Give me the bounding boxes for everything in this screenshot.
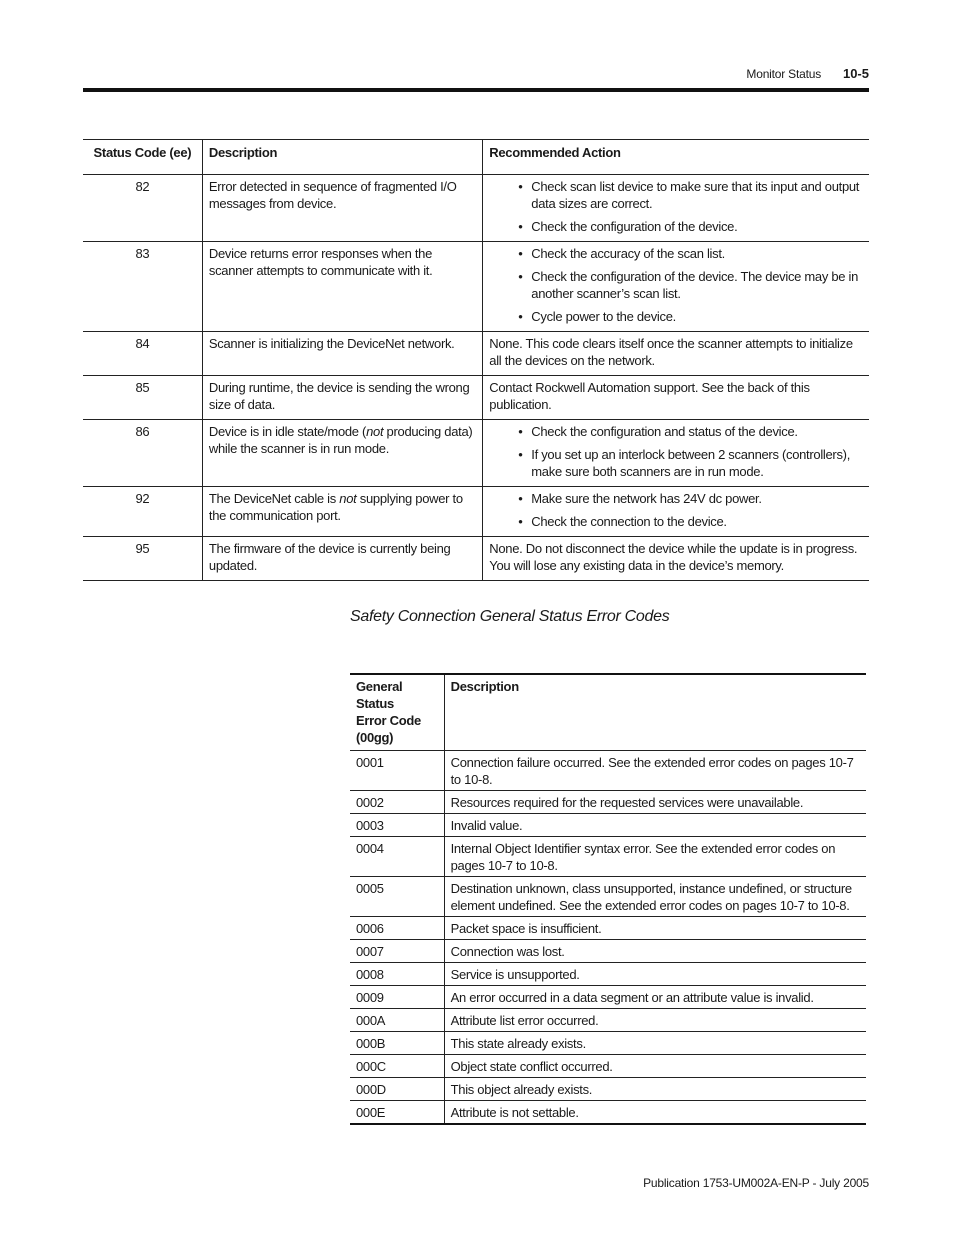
description-emphasis: not — [339, 491, 357, 506]
general-status-table — [350, 673, 866, 1125]
table-row — [350, 814, 866, 837]
status-code-cell: 84 — [83, 332, 202, 376]
description-cell: During runtime, the device is sending the wrong size of data. — [202, 376, 482, 420]
page-header — [83, 63, 869, 85]
header-recommended-action: Recommended Action — [489, 145, 621, 160]
status-code-cell: 92 — [83, 487, 202, 537]
page-number: 10-5 — [842, 66, 869, 81]
recommended-action-cell — [483, 175, 869, 242]
description-cell: This state already exists. — [450, 1036, 586, 1051]
action-item: • Check the configuration of the device. — [531, 218, 863, 235]
description-cell: Scanner is initializing the DeviceNet network. — [202, 332, 482, 376]
description-cell: Service is unsupported. — [450, 967, 580, 982]
description-cell: The firmware of the device is currently being updated. — [202, 537, 482, 581]
header-description: Description — [202, 140, 482, 175]
header-rule — [83, 88, 869, 92]
description-emphasis: not — [366, 424, 384, 439]
status-code-cell: 82 — [83, 175, 202, 242]
action-item: • Check scan list device to make sure that its input and output data sizes are correct. — [531, 178, 863, 212]
header-general-status-code — [350, 674, 444, 751]
table-row — [83, 175, 869, 242]
table-row — [83, 242, 869, 332]
table-row — [350, 917, 866, 940]
table-caption: Safety Connection General Status Error Codes — [350, 608, 670, 625]
header-status-code: Status Code (ee) — [83, 140, 202, 175]
header-code-line: (00gg) — [356, 730, 394, 745]
status-code-table-body — [83, 175, 869, 581]
status-code-cell: 83 — [83, 242, 202, 332]
action-item: • Cycle power to the device. — [531, 308, 863, 325]
table-row — [350, 1032, 866, 1055]
table-row — [350, 837, 866, 877]
recommended-action-cell: Contact Rockwell Automation support. See the back of this publication. — [489, 380, 810, 412]
action-list — [489, 245, 863, 325]
error-code-cell: 0008 — [350, 963, 444, 986]
description-cell: Destination unknown, class unsupported, instance undefined, or structure element undefined. See the extended error codes on pages 10-7 to 10-8. — [450, 881, 852, 913]
description-cell: This object already exists. — [450, 1082, 593, 1097]
description-cell: Connection failure occurred. See the extended error codes on pages 10-7 to 10-8. — [450, 755, 854, 787]
table-row — [350, 940, 866, 963]
description-cell: Object state conflict occurred. — [450, 1059, 613, 1074]
description-cell: An error occurred in a data segment or an attribute value is invalid. — [450, 990, 814, 1005]
action-item: • If you set up an interlock between 2 scanners (controllers), make sure both scanners are in run mode. — [531, 446, 863, 480]
error-code-cell: 0001 — [350, 751, 444, 791]
error-code-cell: 0002 — [350, 791, 444, 814]
status-code-table — [83, 139, 869, 581]
error-code-cell: 000B — [350, 1032, 444, 1055]
recommended-action-cell — [483, 420, 869, 487]
section-title: Monitor Status — [746, 67, 821, 81]
description-cell — [202, 487, 482, 537]
recommended-action-cell — [483, 242, 869, 332]
recommended-action-cell — [483, 487, 869, 537]
description-cell: Attribute is not settable. — [450, 1105, 579, 1120]
table-row — [350, 1009, 866, 1032]
status-code-cell: 85 — [83, 376, 202, 420]
error-code-cell: 0009 — [350, 986, 444, 1009]
action-item: • Check the configuration and status of the device. — [531, 423, 863, 440]
status-code-cell: 95 — [83, 537, 202, 581]
description-cell: Connection was lost. — [450, 944, 565, 959]
table-header-row — [83, 140, 869, 175]
action-item: • Check the configuration of the device. The device may be in another scanner’s scan list. — [531, 268, 863, 302]
header-code-line: Error Code — [356, 713, 421, 728]
error-code-cell: 0004 — [350, 837, 444, 877]
error-code-cell: 0005 — [350, 877, 444, 917]
description-cell: Packet space is insufficient. — [450, 921, 602, 936]
table-row — [83, 537, 869, 581]
description-text: The DeviceNet cable is — [208, 491, 340, 506]
table-row — [83, 376, 869, 420]
description-cell: Invalid value. — [450, 818, 523, 833]
error-code-cell: 0007 — [350, 940, 444, 963]
recommended-action-cell: None. Do not disconnect the device while the update is in progress. You will lose any existing data in the device’s memory. — [489, 541, 858, 573]
error-code-cell: 0003 — [350, 814, 444, 837]
error-code-cell: 000E — [350, 1101, 444, 1125]
table-row — [350, 1078, 866, 1101]
description-text: Device is in idle state/mode ( — [208, 424, 367, 439]
error-code-cell: 0006 — [350, 917, 444, 940]
description-cell — [202, 420, 482, 487]
error-code-cell: 000A — [350, 1009, 444, 1032]
error-code-cell: 000D — [350, 1078, 444, 1101]
description-cell: Device returns error responses when the scanner attempts to communicate with it. — [202, 242, 482, 332]
action-list — [489, 490, 863, 530]
error-code-cell: 000C — [350, 1055, 444, 1078]
table-row — [83, 420, 869, 487]
table-row — [350, 986, 866, 1009]
description-cell: Internal Object Identifier syntax error. See the extended error codes on pages 10-7 to 10-8. — [450, 841, 836, 873]
table-row — [83, 487, 869, 537]
general-status-table-body — [350, 751, 866, 1125]
action-item: • Check the accuracy of the scan list. — [531, 245, 863, 262]
header-code-line: Status — [356, 696, 394, 711]
action-item: • Make sure the network has 24V dc power. — [531, 490, 863, 507]
description-cell: Error detected in sequence of fragmented I/O messages from device. — [202, 175, 482, 242]
table-row — [83, 332, 869, 376]
action-list — [489, 423, 863, 480]
table-row — [350, 1101, 866, 1125]
table-row — [350, 877, 866, 917]
table-row — [350, 751, 866, 791]
header-description: Description — [450, 679, 519, 694]
recommended-action-cell: None. This code clears itself once the scanner attempts to initialize all the devices on the network. — [489, 336, 853, 368]
description-text: producing data) while the scanner is in run mode. — [208, 424, 473, 456]
publication-footer: Publication 1753-UM002A-EN-P - July 2005 — [643, 1176, 869, 1190]
table-header-row — [350, 674, 866, 751]
description-cell: Resources required for the requested services were unavailable. — [450, 795, 804, 810]
description-text: supplying power to the communication port. — [208, 491, 463, 523]
action-item: • Check the connection to the device. — [531, 513, 863, 530]
table-row — [350, 963, 866, 986]
description-cell: Attribute list error occurred. — [450, 1013, 599, 1028]
table-row — [350, 1055, 866, 1078]
action-list — [489, 178, 863, 235]
status-code-cell: 86 — [83, 420, 202, 487]
header-code-line: General — [356, 679, 403, 694]
table-row — [350, 791, 866, 814]
